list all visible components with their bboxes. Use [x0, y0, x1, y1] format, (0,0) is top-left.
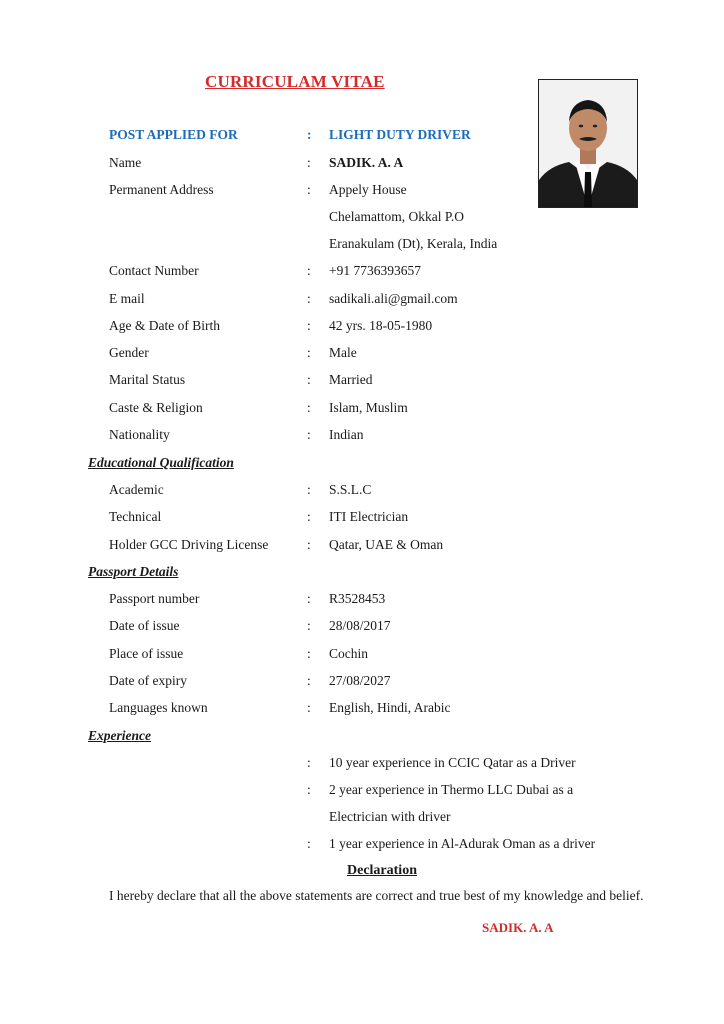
address-line-1: Appely House: [329, 182, 407, 197]
colon: :: [307, 291, 311, 306]
issue-place-label: Place of issue: [109, 646, 184, 661]
nationality-label: Nationality: [109, 427, 170, 442]
technical-value: ITI Electrician: [329, 509, 409, 524]
experience-value: 10 year experience in CCIC Qatar as a Driver: [329, 755, 576, 770]
age-label: Age & Date of Birth: [109, 318, 220, 333]
age-value: 42 yrs. 18-05-1980: [329, 318, 433, 333]
profile-photo: [538, 79, 638, 208]
experience-value: 1 year experience in Al-Adurak Oman as a driver: [329, 836, 596, 851]
colon: :: [307, 127, 312, 142]
colon: :: [307, 400, 311, 415]
issue-date-value: 28/08/2017: [329, 618, 391, 633]
declaration-text: I hereby declare that all the above statements are correct and true best of my knowledge and belief.: [109, 888, 644, 903]
contact-label: Contact Number: [109, 263, 199, 278]
license-label: Holder GCC Driving License: [109, 537, 269, 552]
passport-number-label: Passport number: [109, 591, 200, 606]
colon: :: [307, 537, 311, 552]
academic-label: Academic: [109, 482, 164, 497]
experience-value: Electrician with driver: [329, 809, 451, 824]
contact-value: +91 7736393657: [329, 263, 421, 278]
colon: :: [307, 591, 311, 606]
email-value: sadikali.ali@gmail.com: [329, 291, 458, 306]
technical-label: Technical: [109, 509, 162, 524]
colon: :: [307, 263, 311, 278]
signature-name: SADIK. A. A: [482, 920, 554, 935]
languages-label: Languages known: [109, 700, 208, 715]
marital-label: Marital Status: [109, 372, 186, 387]
expiry-label: Date of expiry: [109, 673, 187, 688]
nationality-value: Indian: [329, 427, 364, 442]
colon: :: [307, 482, 311, 497]
colon: :: [307, 646, 311, 661]
experience-value: 2 year experience in Thermo LLC Dubai as a: [329, 782, 574, 797]
declaration-heading: Declaration: [347, 863, 417, 878]
document-title: CURRICULAM VITAE: [205, 72, 385, 91]
gender-label: Gender: [109, 345, 149, 360]
colon: :: [307, 700, 311, 715]
colon: :: [307, 618, 311, 633]
religion-value: Islam, Muslim: [329, 400, 408, 415]
colon: :: [307, 318, 311, 333]
colon: :: [307, 427, 311, 442]
colon: :: [307, 673, 311, 688]
name-label: Name: [109, 155, 142, 170]
gender-value: Male: [329, 345, 357, 360]
address-line-3: Eranakulam (Dt), Kerala, India: [329, 236, 498, 251]
languages-value: English, Hindi, Arabic: [329, 700, 451, 715]
address-line-2: Chelamattom, Okkal P.O: [329, 209, 464, 224]
name-value: SADIK. A. A: [329, 155, 404, 170]
experience-heading: Experience: [88, 728, 151, 743]
colon: :: [307, 345, 311, 360]
colon: :: [307, 836, 311, 851]
address-label: Permanent Address: [109, 182, 214, 197]
license-value: Qatar, UAE & Oman: [329, 537, 444, 552]
colon: :: [307, 509, 311, 524]
post-applied-label: POST APPLIED FOR: [109, 127, 238, 142]
religion-label: Caste & Religion: [109, 400, 203, 415]
colon: :: [307, 155, 311, 170]
colon: :: [307, 755, 311, 770]
colon: :: [307, 182, 311, 197]
academic-value: S.S.L.C: [329, 482, 372, 497]
colon: :: [307, 372, 311, 387]
marital-value: Married: [329, 372, 373, 387]
issue-date-label: Date of issue: [109, 618, 180, 633]
expiry-value: 27/08/2027: [329, 673, 391, 688]
education-heading: Educational Qualification: [88, 455, 234, 470]
colon: :: [307, 782, 311, 797]
issue-place-value: Cochin: [329, 646, 368, 661]
passport-number-value: R3528453: [329, 591, 386, 606]
person-photo-icon: [539, 80, 637, 207]
email-label: E mail: [109, 291, 145, 306]
post-applied-value: LIGHT DUTY DRIVER: [329, 127, 471, 142]
passport-heading: Passport Details: [88, 564, 179, 579]
